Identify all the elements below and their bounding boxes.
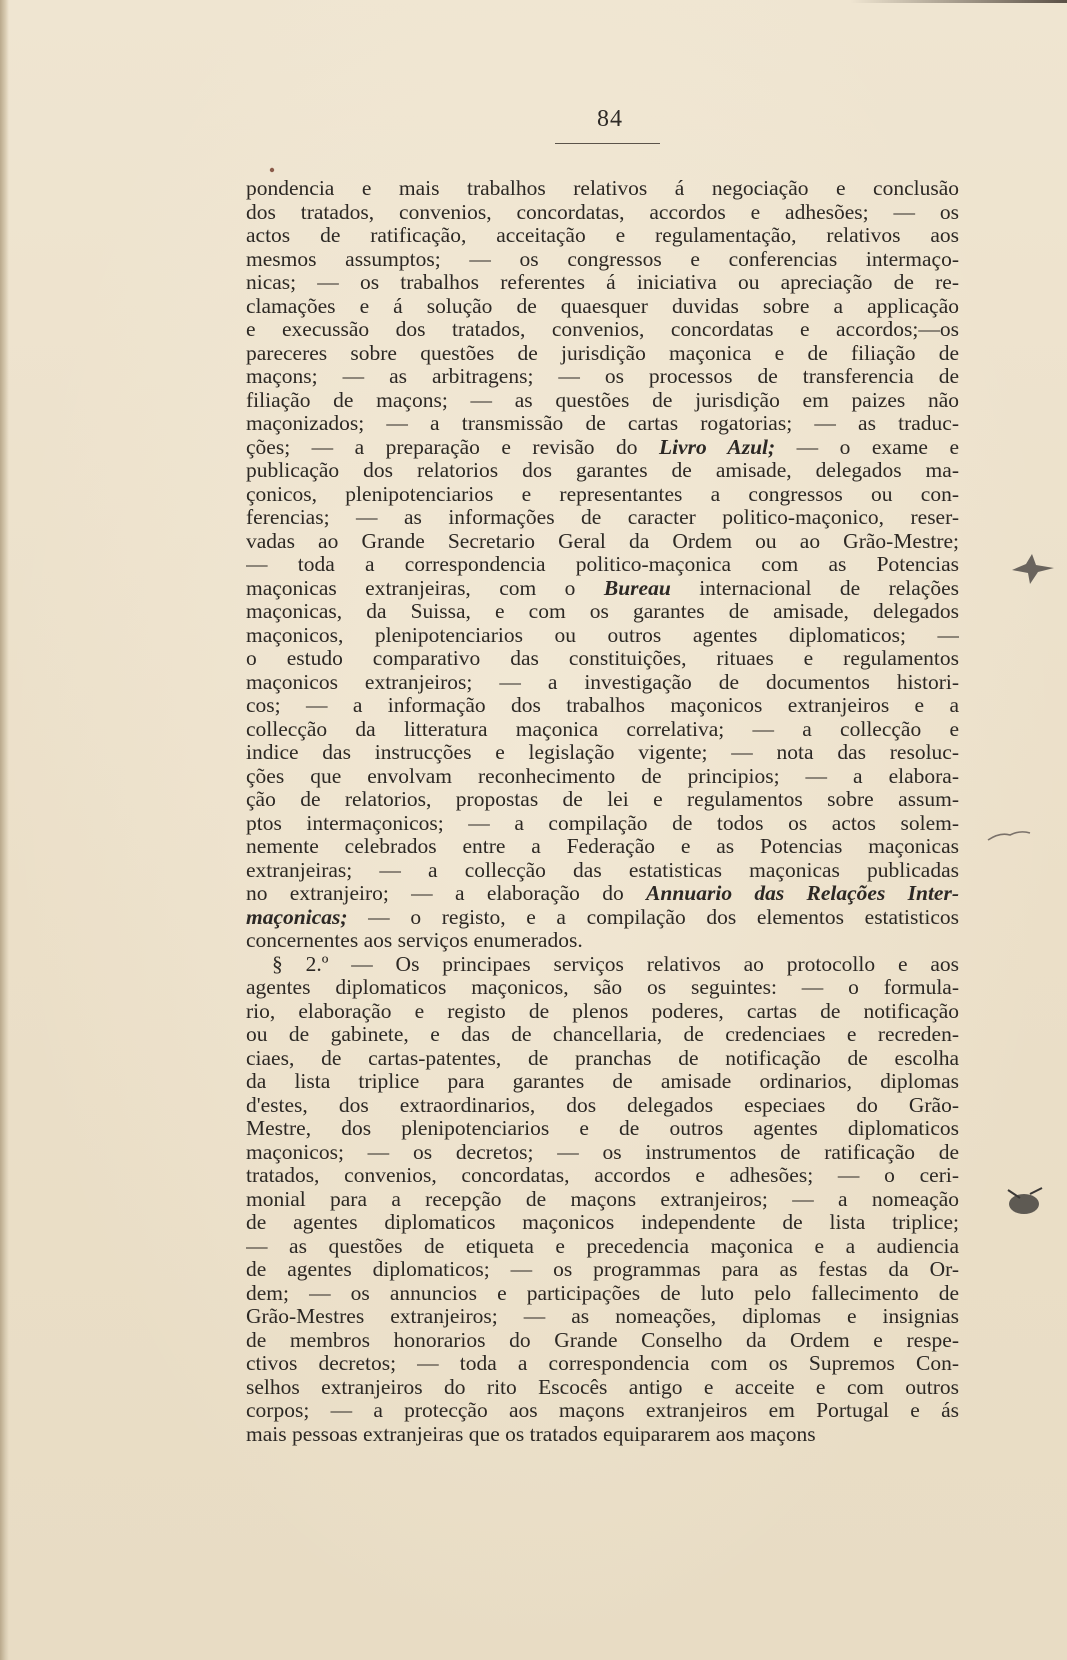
- text-line-content: — as questões de etiqueta e precedencia maçonica e a audiencia: [246, 1234, 959, 1258]
- italic-title: Livro Azul;: [658, 435, 776, 459]
- text-line-content: maçonicos; — os decretos; — os instrumentos de ratificação de: [246, 1140, 959, 1164]
- text-line-content: Mestre, dos plenipotenciarios e de outros agentes diplomaticos: [246, 1117, 959, 1140]
- text-line-content: mais pessoas extranjeiras que os tratados equipararem aos maçons: [246, 1422, 816, 1446]
- text-line: [246, 295, 959, 319]
- text-line-content: vadas ao Grande Secretario Geral da Ordem ou ao Grão-Mestre;: [246, 529, 959, 553]
- text-line: [246, 859, 959, 883]
- text-line: [246, 1423, 959, 1447]
- text-line: [246, 953, 959, 977]
- text-line: [246, 1094, 959, 1118]
- text-line-content: collecção da litteratura maçonica correlativa; — a collecção e: [246, 717, 959, 741]
- text-line: [246, 788, 959, 812]
- text-line-content: de agentes diplomaticos maçonicos independente de lista triplice;: [246, 1211, 959, 1234]
- text-line: [246, 671, 959, 695]
- text-line: [246, 812, 959, 836]
- text-line-content: tratados, convenios, concordatas, accordos e adhesões; — o ceri-: [246, 1164, 959, 1187]
- text-line-content: extranjeiras; — a collecção das estatisticas maçonicas publicadas: [246, 858, 959, 882]
- page-top-edge: [850, 0, 1067, 3]
- text-line: [246, 835, 959, 859]
- text-line: [246, 1047, 959, 1071]
- text-line: [246, 1329, 959, 1353]
- text-line-content: — toda a correspondencia politico-maçonica com as Potencias: [246, 553, 959, 576]
- text-line: [246, 577, 959, 601]
- text-line: [246, 342, 959, 366]
- text-line-content: cos; — a informação dos trabalhos maçonicos extranjeiros e a: [246, 694, 959, 717]
- ink-speck: [268, 166, 276, 174]
- text-line: [246, 1258, 959, 1282]
- page-number-rule: [555, 143, 660, 144]
- text-line-content: ção de relatorios, propostas de lei e regulamentos sobre assum-: [246, 788, 959, 811]
- text-line: [246, 389, 959, 413]
- text-line-content: mesmos assumptos; — os congressos e conferencias intermaço-: [246, 247, 959, 271]
- text-line: [246, 459, 959, 483]
- text-line-content: o estudo comparativo das constituições, rituaes e regulamentos: [246, 647, 959, 670]
- text-line: [246, 553, 959, 577]
- text-line-content: nicas; — os trabalhos referentes á iniciativa ou apreciação de re-: [246, 271, 959, 294]
- text-line: [246, 882, 959, 906]
- text-line: [246, 365, 959, 389]
- text-line: [246, 1141, 959, 1165]
- text-line-content: ou de gabinete, e das de chancellaria, de credenciaes e recreden-: [246, 1023, 959, 1046]
- text-line-content: e execussão dos tratados, convenios, concordatas e accordos;—os: [246, 318, 959, 341]
- text-line-content: indice das instrucções e legislação vigente; — nota das resoluc-: [246, 741, 959, 764]
- text-line: [246, 765, 959, 789]
- text-line: [246, 929, 959, 953]
- text-line: [246, 976, 959, 1000]
- text-line-content: monial para a recepção de maçons extranjeiros; — a nomeação: [246, 1187, 959, 1211]
- text-line: [246, 1164, 959, 1188]
- text-line-content: no extranjeiro; — a elaboração do: [246, 882, 647, 905]
- text-line-content: ções; — a preparação e revisão do: [246, 435, 659, 459]
- text-line-content: actos de ratificação, acceitação e regulamentação, relativos aos: [246, 224, 959, 247]
- text-line-content: maçons; — as arbitragens; — os processos de transferencia de: [246, 365, 959, 388]
- text-line: [246, 1000, 959, 1024]
- text-line: [246, 694, 959, 718]
- italic-title: Annuario das Relações Inter-: [646, 882, 959, 905]
- text-line-content: ciaes, de cartas-patentes, de pranchas de notificação de escolha: [246, 1046, 959, 1070]
- text-line-tail: — o exame e: [775, 435, 959, 459]
- text-line-content: da lista triplice para garantes de amisade ordinarios, diplomas: [246, 1070, 959, 1093]
- text-line: [246, 436, 959, 460]
- text-line-content: d'estes, dos extraordinarios, dos delegados especiaes do Grão-: [246, 1093, 959, 1117]
- text-line: [246, 906, 959, 930]
- text-line: [246, 318, 959, 342]
- page-number: 84: [597, 106, 623, 132]
- text-line-content: maçonicas extranjeiras, com o: [246, 576, 604, 600]
- text-line-content: concernentes aos serviços enumerados.: [246, 929, 583, 952]
- text-line: [246, 177, 959, 201]
- text-line-content: de agentes diplomaticos; — os programmas para as festas da Or-: [246, 1258, 959, 1281]
- text-line-content: pondencia e mais trabalhos relativos á negociação e conclusão: [246, 177, 959, 200]
- text-line-content: agentes diplomaticos maçonicos, são os seguintes: — o formula-: [246, 976, 959, 999]
- text-line: [246, 1235, 959, 1259]
- text-line: [246, 741, 959, 765]
- text-line-content: filiação de maçons; — as questões de jurisdição em paizes não: [246, 388, 959, 412]
- text-line: [246, 718, 959, 742]
- text-line-tail: internacional de relações: [670, 576, 959, 600]
- margin-ink-mark: [986, 826, 1032, 846]
- text-line-content: clamações e á solução de quaesquer duvidas sobre a applicação: [246, 294, 959, 318]
- text-line: [246, 1305, 959, 1329]
- text-line: [246, 1211, 959, 1235]
- text-line-content: ptos intermaçonicos; — a compilação de todos os actos solem-: [246, 811, 959, 835]
- italic-title: maçonicas;: [246, 905, 348, 929]
- text-line: [246, 1282, 959, 1306]
- text-line-content: ções que envolvam reconhecimento de principios; — a elabora-: [246, 764, 959, 788]
- text-line-content: publicação dos relatorios dos garantes de amisade, delegados ma-: [246, 459, 959, 482]
- text-line: [246, 1352, 959, 1376]
- text-line: [246, 506, 959, 530]
- text-line: [246, 412, 959, 436]
- text-line: [246, 483, 959, 507]
- text-line: [246, 600, 959, 624]
- text-line-content: maçonicas, da Suissa, e com os garantes de amisade, delegados: [246, 600, 959, 623]
- text-line: [246, 530, 959, 554]
- text-line: [246, 201, 959, 225]
- text-line-content: dem; — os annuncios e participações de luto pelo fallecimento de: [246, 1281, 959, 1305]
- body-text: [246, 177, 959, 1446]
- text-line-content: maçonicos extranjeiros; — a investigação de documentos histori-: [246, 670, 959, 694]
- text-line-content: ctivos decretos; — toda a correspondencia com os Supremos Con-: [246, 1352, 959, 1375]
- margin-ink-smudge: [1008, 548, 1058, 588]
- page-left-edge: [0, 0, 9, 1660]
- text-line-content: pareceres sobre questões de jurisdição maçonica e de filiação de: [246, 341, 959, 365]
- text-line-content: çonicos, plenipotenciarios e representantes a congressos ou con-: [246, 482, 959, 506]
- text-line: [246, 248, 959, 272]
- text-line: [246, 1188, 959, 1212]
- text-line-content: § 2.º — Os principaes serviços relativos ao protocollo e aos: [272, 952, 959, 976]
- text-line-content: Grão-Mestres extranjeiros; — as nomeações, diplomas e insignias: [246, 1305, 959, 1328]
- text-line: [246, 1399, 959, 1423]
- text-line-content: maçonicos, plenipotenciarios ou outros agentes diplomaticos; —: [246, 623, 959, 647]
- text-line-content: nemente celebrados entre a Federação e as Potencias maçonicas: [246, 835, 959, 858]
- italic-title: Bureau: [603, 576, 671, 600]
- text-line-content: selhos extranjeiros do rito Escocês antigo e acceite e com outros: [246, 1375, 959, 1399]
- text-line-content: rio, elaboração e registo de plenos poderes, cartas de notificação: [246, 999, 959, 1023]
- text-line: [246, 624, 959, 648]
- text-line-content: corpos; — a protecção aos maçons extranjeiros em Portugal e ás: [246, 1399, 959, 1422]
- text-line-content: de membros honorarios do Grande Conselho da Ordem e respe-: [246, 1328, 959, 1352]
- text-line: [246, 647, 959, 671]
- text-line: [246, 1023, 959, 1047]
- text-line: [246, 224, 959, 248]
- text-line: [246, 1070, 959, 1094]
- text-line-content: dos tratados, convenios, concordatas, accordos e adhesões; — os: [246, 200, 959, 224]
- text-line: [246, 1117, 959, 1141]
- text-line-tail: — o registo, e a compilação dos elementos estatisticos: [347, 905, 959, 929]
- margin-ink-blot: [1000, 1180, 1050, 1222]
- text-line: [246, 1376, 959, 1400]
- text-line: [246, 271, 959, 295]
- text-line-content: maçonizados; — a transmissão de cartas rogatorias; — as traduc-: [246, 412, 959, 435]
- text-line-content: ferencias; — as informações de caracter politico-maçonico, reser-: [246, 506, 959, 529]
